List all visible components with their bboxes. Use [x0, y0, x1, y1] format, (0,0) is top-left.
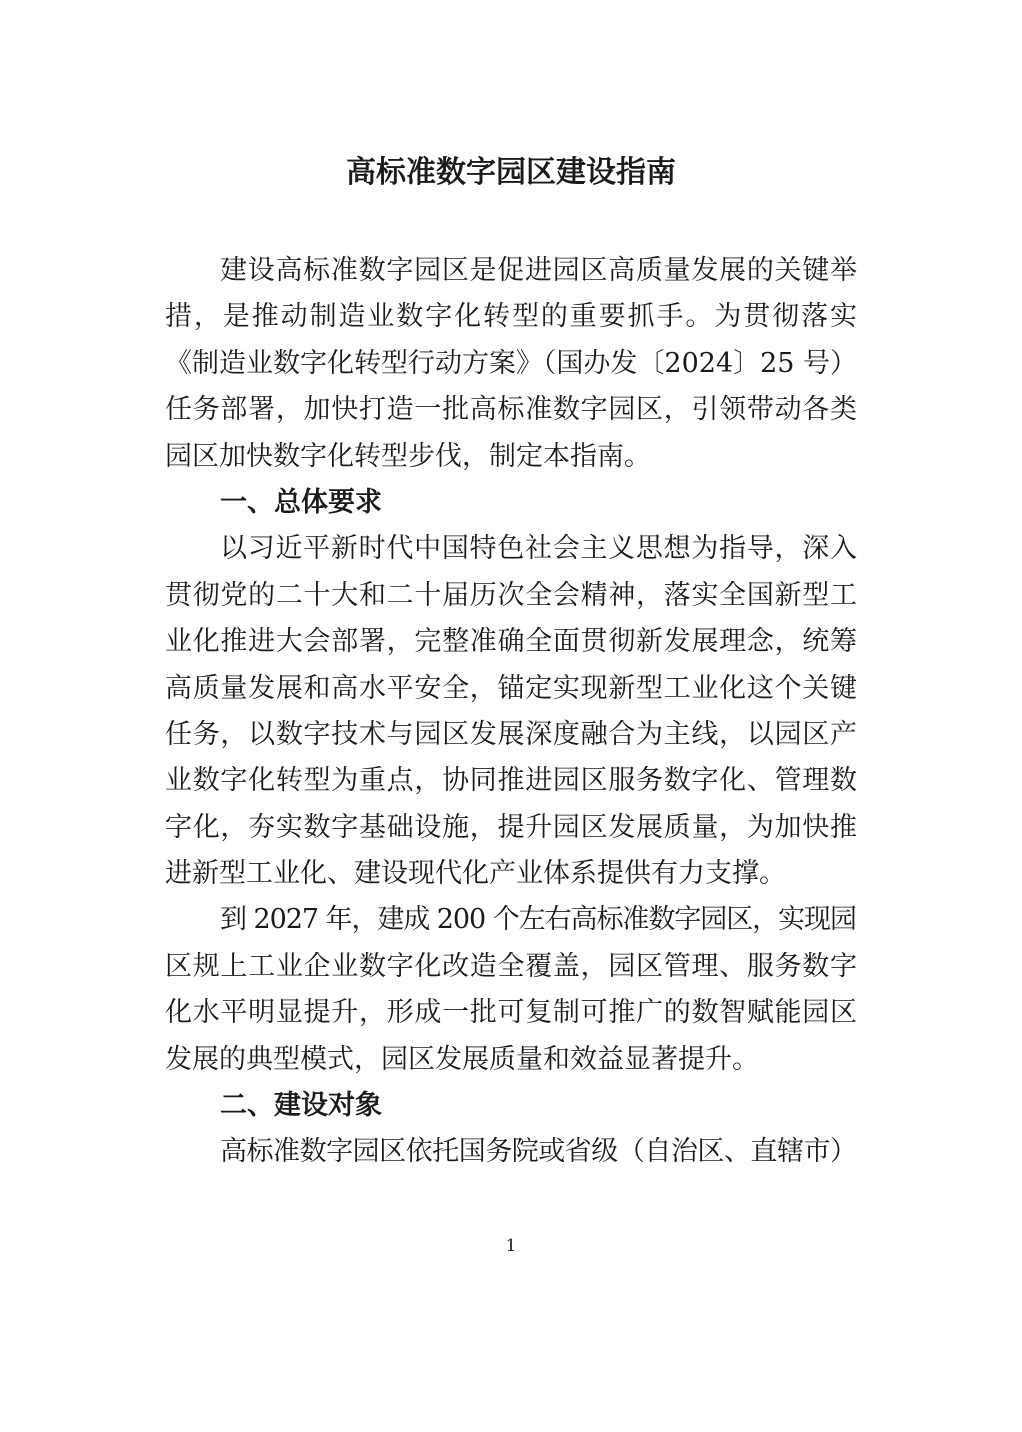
line-text: 建设高标准数字园区是促进园区高质量发展的关键举 — [220, 255, 858, 286]
line-text: 区规上工业企业数字化改造全覆盖，园区管理、服务数字 — [165, 950, 858, 982]
paragraph-line — [165, 944, 857, 990]
line-text: 以习近平新时代中国特色社会主义思想为指导，深入 — [220, 533, 858, 565]
paragraph-line — [165, 294, 857, 340]
paragraph-line — [165, 805, 857, 851]
paragraph-line — [165, 666, 857, 712]
line-text: 园区加快数字化转型步伐，制定本指南。 — [165, 440, 651, 472]
line-text: 化水平明显提升，形成一批可复制可推广的数智赋能园区 — [165, 997, 858, 1029]
line-text: 进新型工业化、建设现代化产业体系提供有力支撑。 — [165, 858, 786, 890]
line-text: 二、建设对象 — [220, 1090, 382, 1122]
section-heading — [165, 1083, 857, 1129]
line-text: 发展的典型模式，园区发展质量和效益显著提升。 — [165, 1043, 759, 1075]
line-text: 业数字化转型为重点，协同推进园区服务数字化、管理数 — [165, 765, 858, 797]
paragraph-line — [165, 619, 857, 665]
line-text: 字化，夯实数字基础设施，提升园区发展质量，为加快推 — [165, 811, 858, 843]
paragraph-line — [165, 573, 857, 619]
page-number: 1 — [505, 1236, 517, 1256]
line-text: 到 2027 年，建成 200 个左右高标准数字园区，实现园 — [220, 904, 856, 936]
line-text: 任务部署，加快打造一批高标准数字园区，引领带动各类 — [165, 394, 858, 426]
section-heading — [165, 480, 857, 526]
line-text: 任务，以数字技术与园区发展深度融合为主线，以园区产 — [165, 718, 858, 750]
paragraph-line — [165, 758, 857, 804]
paragraph-line — [165, 434, 857, 480]
paragraph-line — [165, 712, 857, 758]
paragraph-line — [165, 990, 857, 1036]
line-text: 《制造业数字化转型行动方案》（国办发〔2024〕25 号） — [165, 347, 857, 379]
line-text: 措，是推动制造业数字化转型的重要抓手。为贯彻落实 — [165, 301, 859, 333]
line-text: 业化推进大会部署，完整准确全面贯彻新发展理念，统筹 — [165, 626, 858, 658]
paragraph-line — [165, 248, 857, 294]
line-text: 一、总体要求 — [220, 486, 382, 518]
document-title: 高标准数字园区建设指南 — [346, 155, 676, 190]
paragraph-line — [165, 851, 857, 897]
paragraph-line — [165, 526, 857, 572]
line-text: 高标准数字园区依托国务院或省级（自治区、直辖市） — [220, 1136, 857, 1168]
paragraph-line — [165, 341, 857, 387]
document-body — [165, 248, 857, 1176]
paragraph-line — [165, 1037, 857, 1083]
paragraph-line — [165, 1129, 857, 1175]
line-text: 贯彻党的二十大和二十届历次全会精神，落实全国新型工 — [165, 579, 858, 611]
paragraph-line — [165, 387, 857, 433]
paragraph-line — [165, 897, 857, 943]
line-text: 高质量发展和高水平安全，锚定实现新型工业化这个关键 — [165, 672, 858, 704]
